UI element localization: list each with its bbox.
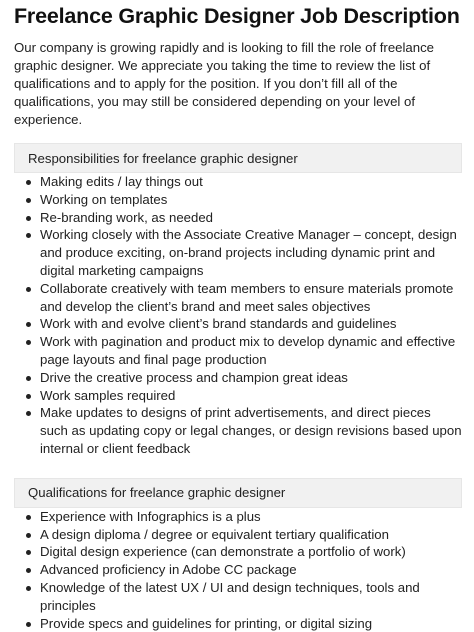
list-item — [14, 526, 462, 544]
bullet-icon — [26, 180, 31, 185]
list-item-text: A design diploma / degree or equivalent tertiary qualification — [40, 526, 389, 542]
list-item-text: Make updates to designs of print advertisements, and direct pieces such as updating copy or legal changes, or design revisions based upon internal or client feedback — [40, 405, 462, 456]
bullet-icon — [26, 287, 31, 292]
qualifications-heading: Qualifications for freelance graphic designer — [28, 485, 286, 501]
list-item-text: Experience with Infographics is a plus — [40, 508, 261, 524]
page-title: Freelance Graphic Designer Job Description — [14, 4, 460, 28]
list-item-text: Provide specs and guidelines for printing, or digital sizing — [40, 615, 373, 631]
list-item-text: Work with pagination and product mix to develop dynamic and effective page layouts and final page production — [40, 334, 456, 367]
bullet-icon — [26, 622, 31, 627]
list-item-text: Knowledge of the latest UX / UI and design techniques, tools and principles — [40, 579, 420, 613]
list-item — [14, 173, 462, 191]
list-item-text: Advanced proficiency in Adobe CC package — [40, 562, 297, 578]
list-item-text: Drive the creative process and champion great ideas — [40, 369, 348, 385]
list-item-text: Work with and evolve client’s brand standards and guidelines — [40, 316, 397, 332]
list-item — [14, 508, 462, 526]
list-item-text: Collaborate creatively with team members to ensure materials promote and develop the client’s brand and meet sales objectives — [40, 280, 454, 314]
list-item — [14, 333, 462, 369]
list-item-text: Working on templates — [40, 191, 168, 207]
qualifications-header — [14, 478, 462, 508]
list-item — [14, 369, 462, 387]
list-item — [14, 280, 462, 316]
bullet-icon — [26, 198, 31, 203]
responsibilities-header — [14, 143, 462, 173]
list-item — [14, 561, 462, 579]
bullet-icon — [26, 322, 31, 327]
bullet-icon — [26, 586, 31, 591]
list-item — [14, 315, 462, 333]
bullet-icon — [26, 233, 31, 238]
list-item — [14, 615, 462, 632]
list-item — [14, 226, 462, 279]
list-item — [14, 404, 462, 457]
bullet-icon — [26, 376, 31, 381]
list-item — [14, 387, 462, 405]
intro-paragraph: Our company is growing rapidly and is looking to fill the role of freelance graphic designer. We appreciate you taking the time to review the list of qualifications and to apply for the position. If you don’t fill all of the qualifications, you may still be considered depending on your level of experience. — [14, 40, 435, 127]
list-item-text: Work samples required — [40, 387, 176, 403]
bullet-icon — [26, 216, 31, 221]
bullet-icon — [26, 340, 31, 345]
qualifications-list — [14, 508, 462, 632]
list-item-text: Re-branding work, as needed — [40, 209, 214, 225]
responsibilities-list — [14, 173, 462, 458]
bullet-icon — [26, 568, 31, 573]
list-item — [14, 191, 462, 209]
bullet-icon — [26, 394, 31, 399]
list-item — [14, 579, 462, 615]
bullet-icon — [26, 515, 31, 520]
list-item — [14, 209, 462, 227]
bullet-icon — [26, 550, 31, 555]
list-item — [14, 543, 462, 561]
bullet-icon — [26, 411, 31, 416]
list-item-text: Working closely with the Associate Creative Manager – concept, design and produce exciting, on-brand projects including dynamic print and digital marketing campaigns — [40, 227, 457, 278]
list-item-text: Making edits / lay things out — [40, 174, 203, 189]
bullet-icon — [26, 533, 31, 538]
list-item-text: Digital design experience (can demonstrate a portfolio of work) — [40, 544, 406, 560]
responsibilities-heading: Responsibilities for freelance graphic designer — [28, 150, 298, 166]
